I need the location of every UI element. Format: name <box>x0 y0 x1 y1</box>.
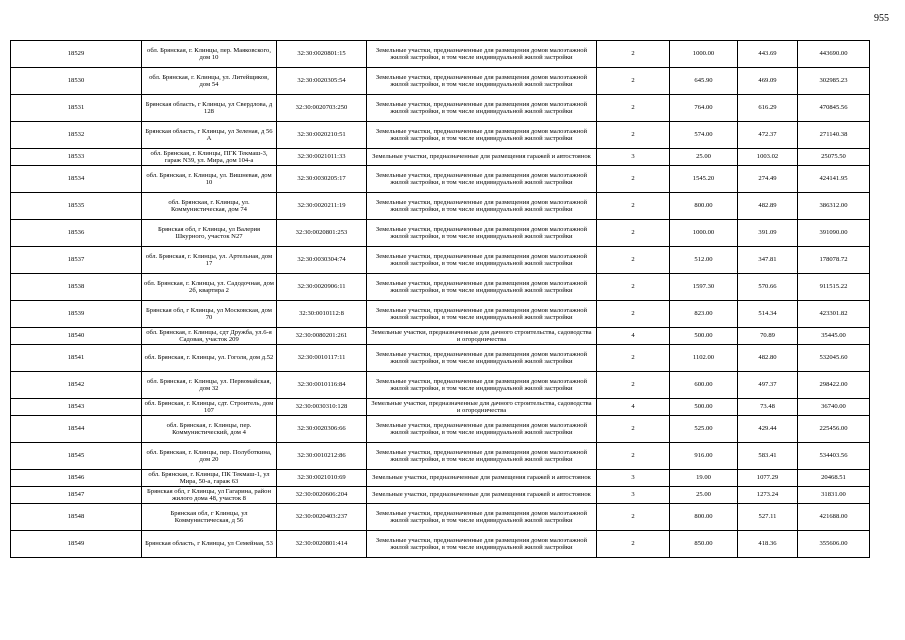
group-cell: 2 <box>597 68 670 95</box>
page-number: 955 <box>874 13 889 24</box>
table-row <box>11 301 870 328</box>
cadastral-value-cell: 386312.00 <box>798 193 870 220</box>
cadastral-value-cell: 443690.00 <box>798 41 870 68</box>
group-cell: 2 <box>597 193 670 220</box>
specific-value-cell: 429.44 <box>738 416 798 443</box>
specific-value-cell: 616.29 <box>738 95 798 122</box>
row-number: 18539 <box>11 301 142 328</box>
table-row <box>11 193 870 220</box>
area-cell: 1597.30 <box>670 274 738 301</box>
cadastral-number-cell: 32:30:0021010:69 <box>277 470 367 487</box>
address-cell: обл. Брянская, г. Клинцы, ул. Садодочная, дом 2б, квартира 2 <box>142 274 277 301</box>
specific-value-cell: 514.34 <box>738 301 798 328</box>
row-number: 18538 <box>11 274 142 301</box>
address-cell: обл. Брянская, г. Клинцы, сдт Дружба, ул.6-я Садовая, участок 209 <box>142 328 277 345</box>
address-cell: обл. Брянская, г. Клинцы, ПК Текмаш-1, ул Мира, 50-а, гараж 63 <box>142 470 277 487</box>
address-cell: обл. Брянская, г. Клинцы, ул. Гоголя, дом д.52 <box>142 345 277 372</box>
address-cell: обл. Брянская, г. Клинцы, пер. Коммунистический, дом 4 <box>142 416 277 443</box>
table-row <box>11 531 870 558</box>
cadastral-number-cell: 32:30:0010212:86 <box>277 443 367 470</box>
row-number: 18536 <box>11 220 142 247</box>
row-number: 18535 <box>11 193 142 220</box>
cadastral-value-cell: 302985.23 <box>798 68 870 95</box>
specific-value-cell: 443.69 <box>738 41 798 68</box>
table-row <box>11 247 870 274</box>
specific-value-cell: 1077.29 <box>738 470 798 487</box>
cadastral-number-cell: 32:30:0020906:11 <box>277 274 367 301</box>
cadastral-value-cell: 298422.00 <box>798 372 870 399</box>
cadastral-value-cell: 532045.60 <box>798 345 870 372</box>
table-row <box>11 95 870 122</box>
cadastral-number-cell: 32:30:0030304:74 <box>277 247 367 274</box>
area-cell: 19.00 <box>670 470 738 487</box>
cadastral-number-cell: 32:30:0020801:253 <box>277 220 367 247</box>
cadastral-number-cell: 32:30:0020210:51 <box>277 122 367 149</box>
area-cell: 1000.00 <box>670 41 738 68</box>
specific-value-cell: 472.37 <box>738 122 798 149</box>
table-row <box>11 328 870 345</box>
address-cell: обл. Брянская, г. Клинцы, ул. Коммунистическая, дом 74 <box>142 193 277 220</box>
cadastral-number-cell: 32:30:0021011:33 <box>277 149 367 166</box>
land-use-cell: Земельные участки, предназначенные для дачного строительства, садоводства и огородничества <box>367 328 597 345</box>
land-use-cell: Земельные участки, предназначенные для размещения домов малоэтажной жилой застройки, в том числе индивидуальной жилой застройки <box>367 531 597 558</box>
cadastral-number-cell: 32:30:0020211:19 <box>277 193 367 220</box>
area-cell: 500.00 <box>670 399 738 416</box>
cadastral-value-cell: 178078.72 <box>798 247 870 274</box>
address-cell: обл. Брянская, г. Клинцы, пер. Маяковского, дом 10 <box>142 41 277 68</box>
land-use-cell: Земельные участки, предназначенные для размещения домов малоэтажной жилой застройки, в том числе индивидуальной жилой застройки <box>367 504 597 531</box>
cadastral-number-cell: 32:30:0020801:15 <box>277 41 367 68</box>
specific-value-cell: 482.89 <box>738 193 798 220</box>
cadastral-value-table <box>10 40 870 558</box>
row-number: 18534 <box>11 166 142 193</box>
group-cell: 2 <box>597 345 670 372</box>
specific-value-cell: 1003.02 <box>738 149 798 166</box>
group-cell: 2 <box>597 301 670 328</box>
specific-value-cell: 482.80 <box>738 345 798 372</box>
row-number: 18532 <box>11 122 142 149</box>
cadastral-number-cell: 32:30:0030205:17 <box>277 166 367 193</box>
area-cell: 645.90 <box>670 68 738 95</box>
cadastral-number-cell: 32:30:0020305:54 <box>277 68 367 95</box>
row-number: 18542 <box>11 372 142 399</box>
land-use-cell: Земельные участки, предназначенные для размещения домов малоэтажной жилой застройки, в том числе индивидуальной жилой застройки <box>367 301 597 328</box>
table-row <box>11 149 870 166</box>
table-row <box>11 372 870 399</box>
land-use-cell: Земельные участки, предназначенные для размещения гаражей и автостоянок <box>367 470 597 487</box>
address-cell: Брянская область, г Клинцы, ул Семейная, 53 <box>142 531 277 558</box>
specific-value-cell: 274.49 <box>738 166 798 193</box>
specific-value-cell: 527.11 <box>738 504 798 531</box>
table-row <box>11 68 870 95</box>
row-number: 18531 <box>11 95 142 122</box>
row-number: 18544 <box>11 416 142 443</box>
land-use-cell: Земельные участки, предназначенные для размещения домов малоэтажной жилой застройки, в том числе индивидуальной жилой застройки <box>367 443 597 470</box>
group-cell: 3 <box>597 470 670 487</box>
cadastral-number-cell: 32:30:0010116:84 <box>277 372 367 399</box>
cadastral-value-cell: 36740.00 <box>798 399 870 416</box>
table-row <box>11 122 870 149</box>
row-number: 18540 <box>11 328 142 345</box>
group-cell: 2 <box>597 166 670 193</box>
table-row <box>11 487 870 504</box>
table-row <box>11 470 870 487</box>
address-cell: Брянская область, г Клинцы, ул Зеленая, д 56 А <box>142 122 277 149</box>
area-cell: 800.00 <box>670 504 738 531</box>
cadastral-value-cell: 424141.95 <box>798 166 870 193</box>
group-cell: 2 <box>597 443 670 470</box>
area-cell: 574.00 <box>670 122 738 149</box>
area-cell: 764.00 <box>670 95 738 122</box>
cadastral-value-cell: 911515.22 <box>798 274 870 301</box>
table-row <box>11 399 870 416</box>
row-number: 18545 <box>11 443 142 470</box>
row-number: 18546 <box>11 470 142 487</box>
area-cell: 1102.00 <box>670 345 738 372</box>
row-number: 18537 <box>11 247 142 274</box>
row-number: 18543 <box>11 399 142 416</box>
address-cell: Брянская обл, г Клинцы, ул Московская, дом 70 <box>142 301 277 328</box>
cadastral-value-cell: 423301.82 <box>798 301 870 328</box>
cadastral-value-cell: 225456.00 <box>798 416 870 443</box>
group-cell: 2 <box>597 504 670 531</box>
cadastral-number-cell: 32:30:0020306:66 <box>277 416 367 443</box>
cadastral-value-cell: 421688.00 <box>798 504 870 531</box>
cadastral-number-cell: 32:30:0010112:8 <box>277 301 367 328</box>
row-number: 18529 <box>11 41 142 68</box>
table-row <box>11 416 870 443</box>
land-use-cell: Земельные участки, предназначенные для размещения домов малоэтажной жилой застройки, в том числе индивидуальной жилой застройки <box>367 372 597 399</box>
group-cell: 2 <box>597 95 670 122</box>
cadastral-number-cell: 32:30:0020703:250 <box>277 95 367 122</box>
address-cell: Брянская обл, г Клинцы, ул Валерия Шкурного, участок N27 <box>142 220 277 247</box>
address-cell: Брянская обл, г Клинцы, ул Коммунистическая, д 56 <box>142 504 277 531</box>
group-cell: 2 <box>597 122 670 149</box>
address-cell: обл. Брянская, г. Клинцы, ул. Вишневая, дом 10 <box>142 166 277 193</box>
area-cell: 850.00 <box>670 531 738 558</box>
cadastral-value-cell: 470845.56 <box>798 95 870 122</box>
address-cell: обл. Брянская, г. Клинцы, пер. Полуботкина, дом 20 <box>142 443 277 470</box>
cadastral-number-cell: 32:30:0020801:414 <box>277 531 367 558</box>
land-use-cell: Земельные участки, предназначенные для размещения гаражей и автостоянок <box>367 149 597 166</box>
land-use-cell: Земельные участки, предназначенные для размещения домов малоэтажной жилой застройки, в том числе индивидуальной жилой застройки <box>367 68 597 95</box>
land-use-cell: Земельные участки, предназначенные для размещения домов малоэтажной жилой застройки, в том числе индивидуальной жилой застройки <box>367 345 597 372</box>
table-row <box>11 220 870 247</box>
address-cell: Брянская обл, г Клинцы, ул Гагарина, район жилого дома 48, участок 8 <box>142 487 277 504</box>
group-cell: 2 <box>597 247 670 274</box>
specific-value-cell: 418.36 <box>738 531 798 558</box>
address-cell: обл. Брянская, г. Клинцы, ул. Первомайская, дом 32 <box>142 372 277 399</box>
address-cell: обл. Брянская, г. Клинцы, ул. Артельная, дом 17 <box>142 247 277 274</box>
specific-value-cell: 570.66 <box>738 274 798 301</box>
specific-value-cell: 583.41 <box>738 443 798 470</box>
area-cell: 525.00 <box>670 416 738 443</box>
cadastral-number-cell: 32:30:0020403:237 <box>277 504 367 531</box>
land-use-cell: Земельные участки, предназначенные для размещения домов малоэтажной жилой застройки, в том числе индивидуальной жилой застройки <box>367 274 597 301</box>
area-cell: 25.00 <box>670 487 738 504</box>
cadastral-value-cell: 31831.00 <box>798 487 870 504</box>
area-cell: 512.00 <box>670 247 738 274</box>
cadastral-value-cell: 35445.00 <box>798 328 870 345</box>
area-cell: 1000.00 <box>670 220 738 247</box>
land-use-cell: Земельные участки, предназначенные для размещения домов малоэтажной жилой застройки, в том числе индивидуальной жилой застройки <box>367 416 597 443</box>
area-cell: 823.00 <box>670 301 738 328</box>
table-row <box>11 166 870 193</box>
land-use-cell: Земельные участки, предназначенные для дачного строительства, садоводства и огородничества <box>367 399 597 416</box>
land-use-cell: Земельные участки, предназначенные для размещения домов малоэтажной жилой застройки, в том числе индивидуальной жилой застройки <box>367 220 597 247</box>
specific-value-cell: 347.81 <box>738 247 798 274</box>
table-row <box>11 345 870 372</box>
group-cell: 2 <box>597 416 670 443</box>
area-cell: 800.00 <box>670 193 738 220</box>
address-cell: обл. Брянская, г. Клинцы, ПГК Текмаш-3, гараж N39, ул. Мира, дом 104-а <box>142 149 277 166</box>
cadastral-value-cell: 25075.50 <box>798 149 870 166</box>
area-cell: 916.00 <box>670 443 738 470</box>
cadastral-number-cell: 32:30:0080201:261 <box>277 328 367 345</box>
area-cell: 600.00 <box>670 372 738 399</box>
row-number: 18533 <box>11 149 142 166</box>
group-cell: 2 <box>597 274 670 301</box>
land-use-cell: Земельные участки, предназначенные для размещения домов малоэтажной жилой застройки, в том числе индивидуальной жилой застройки <box>367 247 597 274</box>
cadastral-value-cell: 271140.38 <box>798 122 870 149</box>
land-use-cell: Земельные участки, предназначенные для размещения домов малоэтажной жилой застройки, в том числе индивидуальной жилой застройки <box>367 122 597 149</box>
row-number: 18547 <box>11 487 142 504</box>
cadastral-number-cell: 32:30:0020606:204 <box>277 487 367 504</box>
specific-value-cell: 1273.24 <box>738 487 798 504</box>
group-cell: 4 <box>597 328 670 345</box>
row-number: 18549 <box>11 531 142 558</box>
table-row <box>11 41 870 68</box>
cadastral-value-cell: 20468.51 <box>798 470 870 487</box>
cadastral-value-cell: 534403.56 <box>798 443 870 470</box>
group-cell: 3 <box>597 487 670 504</box>
specific-value-cell: 391.09 <box>738 220 798 247</box>
table-row <box>11 504 870 531</box>
area-cell: 500.00 <box>670 328 738 345</box>
specific-value-cell: 73.48 <box>738 399 798 416</box>
group-cell: 2 <box>597 531 670 558</box>
land-use-cell: Земельные участки, предназначенные для размещения домов малоэтажной жилой застройки, в том числе индивидуальной жилой застройки <box>367 166 597 193</box>
group-cell: 3 <box>597 149 670 166</box>
land-use-cell: Земельные участки, предназначенные для размещения домов малоэтажной жилой застройки, в том числе индивидуальной жилой застройки <box>367 193 597 220</box>
area-cell: 25.00 <box>670 149 738 166</box>
table-row <box>11 274 870 301</box>
area-cell: 1545.20 <box>670 166 738 193</box>
cadastral-number-cell: 32:30:0030310:128 <box>277 399 367 416</box>
row-number: 18530 <box>11 68 142 95</box>
group-cell: 4 <box>597 399 670 416</box>
row-number: 18548 <box>11 504 142 531</box>
address-cell: обл. Брянская, г. Клинцы, ул. Литейщиков, дом 54 <box>142 68 277 95</box>
group-cell: 2 <box>597 220 670 247</box>
specific-value-cell: 70.89 <box>738 328 798 345</box>
group-cell: 2 <box>597 41 670 68</box>
cadastral-value-cell: 355606.00 <box>798 531 870 558</box>
address-cell: обл. Брянская, г. Клинцы, сдт. Строитель, дом 107 <box>142 399 277 416</box>
table-row <box>11 443 870 470</box>
land-use-cell: Земельные участки, предназначенные для размещения домов малоэтажной жилой застройки, в том числе индивидуальной жилой застройки <box>367 41 597 68</box>
land-use-cell: Земельные участки, предназначенные для размещения домов малоэтажной жилой застройки, в том числе индивидуальной жилой застройки <box>367 95 597 122</box>
row-number: 18541 <box>11 345 142 372</box>
cadastral-value-cell: 391090.00 <box>798 220 870 247</box>
address-cell: Брянская область, г Клинцы, ул Свердлова, д 128 <box>142 95 277 122</box>
cadastral-number-cell: 32:30:0010117:11 <box>277 345 367 372</box>
specific-value-cell: 469.09 <box>738 68 798 95</box>
specific-value-cell: 497.37 <box>738 372 798 399</box>
land-use-cell: Земельные участки, предназначенные для размещения гаражей и автостоянок <box>367 487 597 504</box>
group-cell: 2 <box>597 372 670 399</box>
